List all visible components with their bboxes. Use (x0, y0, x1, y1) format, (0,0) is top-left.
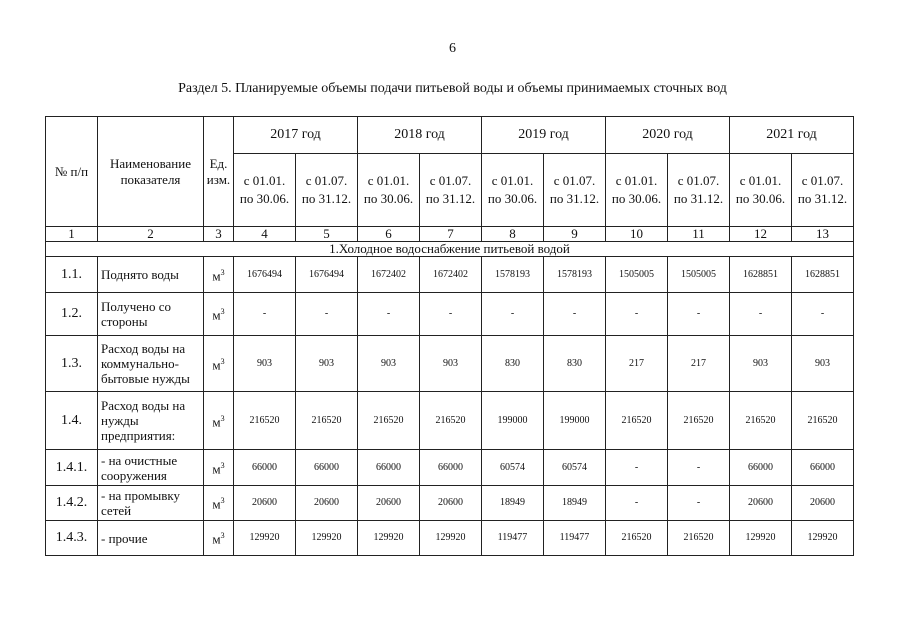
row-value: - (482, 293, 544, 336)
row-value: - (792, 293, 854, 336)
row-value: 1628851 (730, 257, 792, 293)
row-value: 20600 (296, 486, 358, 521)
row-value: 129920 (420, 521, 482, 556)
period-start: с 01.01. (491, 173, 534, 188)
row-unit (204, 521, 234, 556)
row-unit (204, 293, 234, 336)
row-value: 66000 (792, 450, 854, 486)
unit-base: м (212, 531, 221, 547)
data-table (45, 116, 854, 556)
row-value: 66000 (358, 450, 420, 486)
row-value: 216520 (234, 392, 296, 450)
row-value: 119477 (544, 521, 606, 556)
row-value: 903 (358, 336, 420, 392)
table-row (46, 293, 854, 336)
row-name: Расход воды на нужды предприятия: (98, 392, 204, 450)
unit-sup: 3 (220, 460, 225, 470)
row-value: 20600 (730, 486, 792, 521)
row-value: 129920 (730, 521, 792, 556)
page-title: Раздел 5. Планируемые объемы подачи питьевой воды и объемы принимаемых сточных вод (178, 81, 727, 96)
column-number: 8 (482, 227, 544, 242)
column-number: 12 (730, 227, 792, 242)
row-value: 66000 (730, 450, 792, 486)
row-value: 217 (606, 336, 668, 392)
row-value: 903 (792, 336, 854, 392)
row-value: 20600 (420, 486, 482, 521)
row-value: 903 (420, 336, 482, 392)
column-number: 11 (668, 227, 730, 242)
period-end: по 30.06. (487, 191, 538, 206)
period-end: по 30.06. (735, 191, 786, 206)
row-value: 216520 (606, 392, 668, 450)
row-number: 1.1. (46, 257, 98, 293)
header-year: 2018 год (358, 117, 482, 154)
unit-base: м (212, 461, 221, 477)
row-value: 903 (730, 336, 792, 392)
row-name: - прочие (98, 521, 204, 556)
row-value: - (420, 293, 482, 336)
table-row (46, 486, 854, 521)
row-value: 20600 (234, 486, 296, 521)
row-value: 1672402 (358, 257, 420, 293)
unit-sup: 3 (220, 267, 225, 277)
row-value: 1628851 (792, 257, 854, 293)
period-end: по 31.12. (673, 191, 724, 206)
row-value: - (358, 293, 420, 336)
unit-base: м (212, 268, 221, 284)
row-value: 1676494 (234, 257, 296, 293)
row-name: - на очистные сооружения (98, 450, 204, 486)
period-end: по 30.06. (363, 191, 414, 206)
row-value: 66000 (296, 450, 358, 486)
table-row (46, 450, 854, 486)
header-num: № п/п (46, 117, 98, 227)
row-value: 129920 (234, 521, 296, 556)
header-year: 2020 год (606, 117, 730, 154)
header-period (420, 154, 482, 227)
row-unit (204, 450, 234, 486)
header-period (792, 154, 854, 227)
row-value: 60574 (544, 450, 606, 486)
column-number: 4 (234, 227, 296, 242)
period-start: с 01.01. (739, 173, 782, 188)
row-value: 66000 (420, 450, 482, 486)
unit-sup: 3 (220, 356, 225, 366)
page-number: 6 (449, 41, 456, 56)
row-value: - (668, 450, 730, 486)
header-row-years (46, 117, 854, 154)
row-value: 217 (668, 336, 730, 392)
column-number: 3 (204, 227, 234, 242)
period-end: по 31.12. (797, 191, 848, 206)
period-end: по 31.12. (549, 191, 600, 206)
row-name: - на промывку сетей (98, 486, 204, 521)
header-year: 2019 год (482, 117, 606, 154)
table-row (46, 521, 854, 556)
period-end: по 30.06. (611, 191, 662, 206)
section-heading: 1.Холодное водоснабжение питьевой водой (46, 242, 854, 257)
column-number: 5 (296, 227, 358, 242)
row-value: - (668, 486, 730, 521)
row-value: 1578193 (544, 257, 606, 293)
row-value: 66000 (234, 450, 296, 486)
unit-sup: 3 (220, 307, 225, 317)
header-period (358, 154, 420, 227)
unit-base: м (212, 357, 221, 373)
column-numbers-row (46, 227, 854, 242)
row-number: 1.4. (46, 392, 98, 450)
row-value: 903 (296, 336, 358, 392)
column-number: 1 (46, 227, 98, 242)
row-value: 830 (544, 336, 606, 392)
header-period (234, 154, 296, 227)
period-start: с 01.01. (615, 173, 658, 188)
row-value: 18949 (544, 486, 606, 521)
period-start: с 01.07. (801, 173, 844, 188)
row-unit (204, 257, 234, 293)
row-name: Расход воды на коммунально-бытовые нужды (98, 336, 204, 392)
row-value: 216520 (668, 392, 730, 450)
row-value: 216520 (420, 392, 482, 450)
row-value: 199000 (482, 392, 544, 450)
period-end: по 31.12. (301, 191, 352, 206)
row-value: 129920 (792, 521, 854, 556)
column-number: 9 (544, 227, 606, 242)
column-number: 7 (420, 227, 482, 242)
period-start: с 01.07. (429, 173, 472, 188)
row-value: - (606, 486, 668, 521)
row-unit (204, 486, 234, 521)
row-value: - (544, 293, 606, 336)
row-value: 830 (482, 336, 544, 392)
unit-sup: 3 (220, 531, 225, 541)
row-value: - (606, 293, 668, 336)
row-value: 199000 (544, 392, 606, 450)
row-value: 216520 (792, 392, 854, 450)
row-value: 216520 (668, 521, 730, 556)
section-row (46, 242, 854, 257)
column-number: 2 (98, 227, 204, 242)
row-name: Получено со стороны (98, 293, 204, 336)
row-value: 216520 (606, 521, 668, 556)
table-row (46, 336, 854, 392)
row-number: 1.4.1. (46, 450, 98, 486)
period-start: с 01.07. (677, 173, 720, 188)
row-value: 1505005 (668, 257, 730, 293)
row-value: - (606, 450, 668, 486)
row-value: 20600 (358, 486, 420, 521)
period-start: с 01.07. (305, 173, 348, 188)
row-value: 20600 (792, 486, 854, 521)
header-period (482, 154, 544, 227)
header-period (606, 154, 668, 227)
unit-sup: 3 (220, 413, 225, 423)
row-value: 216520 (730, 392, 792, 450)
row-value: - (234, 293, 296, 336)
row-value: 1676494 (296, 257, 358, 293)
column-number: 6 (358, 227, 420, 242)
row-value: 903 (234, 336, 296, 392)
row-name: Поднято воды (98, 257, 204, 293)
row-value: 129920 (358, 521, 420, 556)
row-value: 1672402 (420, 257, 482, 293)
period-start: с 01.01. (367, 173, 410, 188)
period-end: по 30.06. (239, 191, 290, 206)
table-row (46, 392, 854, 450)
row-value: - (296, 293, 358, 336)
unit-base: м (212, 414, 221, 430)
row-unit (204, 392, 234, 450)
header-period (730, 154, 792, 227)
row-unit (204, 336, 234, 392)
row-number: 1.4.3. (46, 521, 98, 556)
header-period (296, 154, 358, 227)
unit-sup: 3 (220, 496, 225, 506)
unit-base: м (212, 496, 221, 512)
row-value: - (668, 293, 730, 336)
header-period (544, 154, 606, 227)
header-name: Наименование показателя (98, 117, 204, 227)
row-value: 1578193 (482, 257, 544, 293)
column-number: 13 (792, 227, 854, 242)
row-number: 1.2. (46, 293, 98, 336)
row-value: 18949 (482, 486, 544, 521)
column-number: 10 (606, 227, 668, 242)
row-value: 216520 (358, 392, 420, 450)
row-value: - (730, 293, 792, 336)
row-number: 1.3. (46, 336, 98, 392)
row-value: 119477 (482, 521, 544, 556)
row-value: 1505005 (606, 257, 668, 293)
period-start: с 01.01. (243, 173, 286, 188)
header-unit: Ед. изм. (204, 117, 234, 227)
header-year: 2021 год (730, 117, 854, 154)
row-number: 1.4.2. (46, 486, 98, 521)
row-value: 129920 (296, 521, 358, 556)
row-value: 60574 (482, 450, 544, 486)
table-row (46, 257, 854, 293)
row-value: 216520 (296, 392, 358, 450)
period-start: с 01.07. (553, 173, 596, 188)
unit-base: м (212, 307, 221, 323)
header-year: 2017 год (234, 117, 358, 154)
period-end: по 31.12. (425, 191, 476, 206)
header-period (668, 154, 730, 227)
